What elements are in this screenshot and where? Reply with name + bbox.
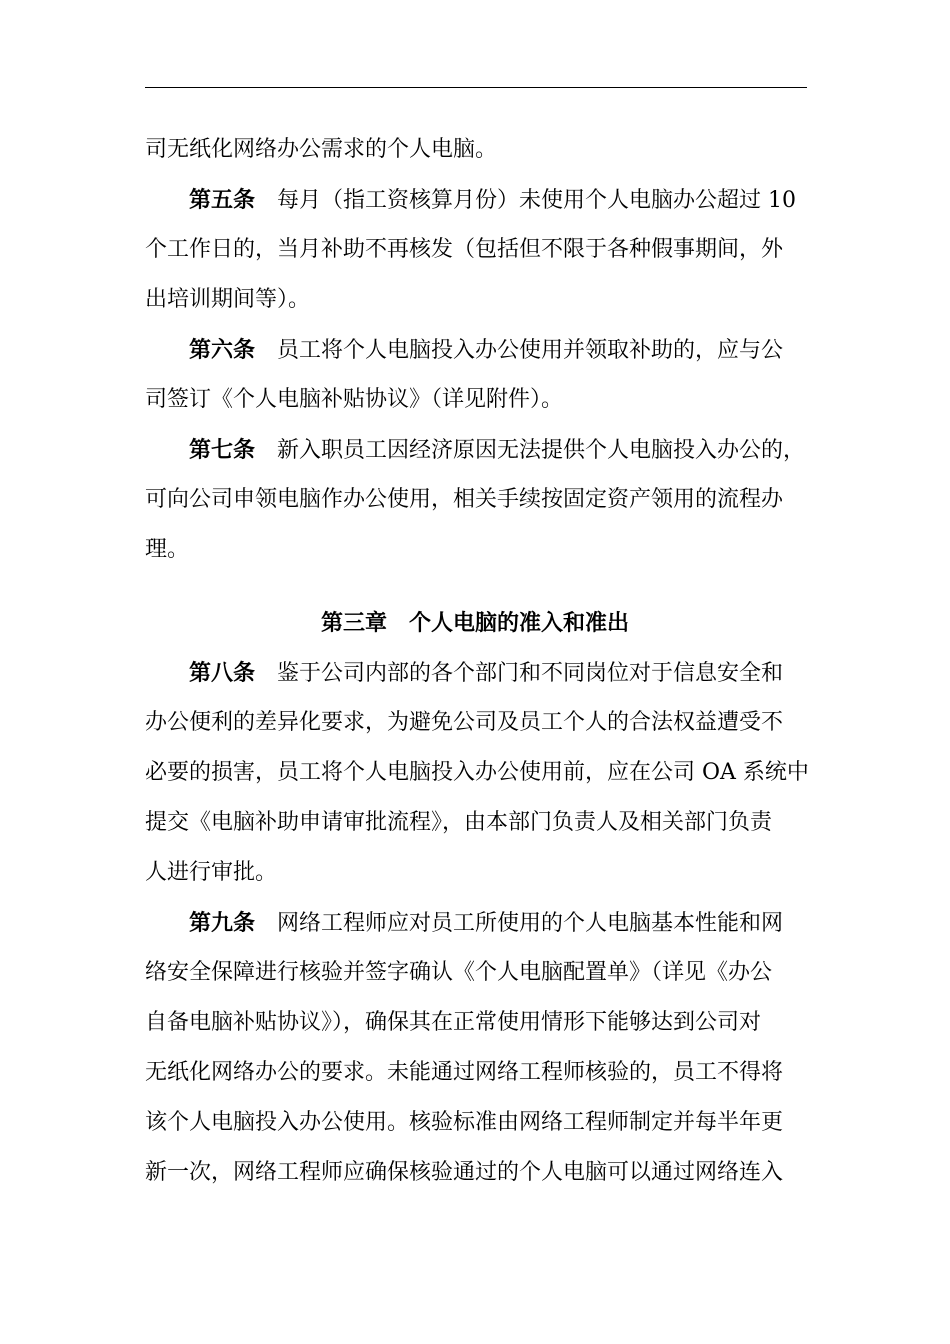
- text-line: 司无纸化网络办公需求的个人电脑。: [145, 137, 498, 162]
- text-line: 无纸化网络办公的要求。未能通过网络工程师核验的，员工不得将: [145, 1060, 784, 1085]
- text-line: 鉴于公司内部的各个部门和不同岗位对于信息安全和: [277, 661, 784, 686]
- text-line: 该个人电脑投入办公使用。核验标准由网络工程师制定并每半年更: [145, 1110, 784, 1135]
- header-rule: [145, 87, 807, 88]
- text-line: 理。: [145, 537, 190, 562]
- text-line: 网络工程师应对员工所使用的个人电脑基本性能和网: [277, 911, 784, 936]
- text-line: 出培训期间等）。: [145, 287, 311, 312]
- text-line: 必要的损害，员工将个人电脑投入办公使用前，应在公司 OA 系统中: [145, 760, 809, 785]
- article-label: 第八条: [189, 660, 256, 686]
- paragraph-article-5: [189, 185, 869, 216]
- paragraph-article-7: [189, 435, 869, 466]
- paragraph-article-9: [189, 908, 869, 939]
- chapter-heading: 第三章 个人电脑的准入和准出: [320, 610, 629, 636]
- article-label: 第七条: [189, 437, 256, 463]
- text-line: 可向公司申领电脑作办公使用，相关手续按固定资产领用的流程办: [145, 487, 784, 512]
- paragraph-article-6: [189, 335, 869, 366]
- text-line: 员工将个人电脑投入办公使用并领取补助的，应与公: [277, 338, 784, 363]
- article-label: 第六条: [189, 337, 256, 363]
- article-label: 第五条: [189, 187, 256, 213]
- text-line: 个工作日的，当月补助不再核发（包括但不限于各种假事期间，外: [145, 237, 784, 262]
- article-label: 第九条: [189, 910, 256, 936]
- text-line: 新入职员工因经济原因无法提供个人电脑投入办公的，: [277, 438, 806, 463]
- text-line: 司签订《个人电脑补贴协议》（详见附件）。: [145, 387, 564, 412]
- text-line: 络安全保障进行核验并签字确认《个人电脑配置单》（详见《办公: [145, 960, 773, 985]
- paragraph-article-8: [189, 658, 869, 689]
- text-line: 人进行审批。: [145, 860, 278, 885]
- text-line: 自备电脑补贴协议》），确保其在正常使用情形下能够达到公司对: [145, 1010, 762, 1035]
- text-line: 办公便利的差异化要求，为避免公司及员工个人的合法权益遭受不: [145, 710, 784, 735]
- text-line: 每月（指工资核算月份）未使用个人电脑办公超过 10: [277, 188, 797, 213]
- text-line: 提交《电脑补助申请审批流程》，由本部门负责人及相关部门负责: [145, 810, 773, 835]
- text-line: 新一次，网络工程师应确保核验通过的个人电脑可以通过网络连入: [145, 1160, 784, 1185]
